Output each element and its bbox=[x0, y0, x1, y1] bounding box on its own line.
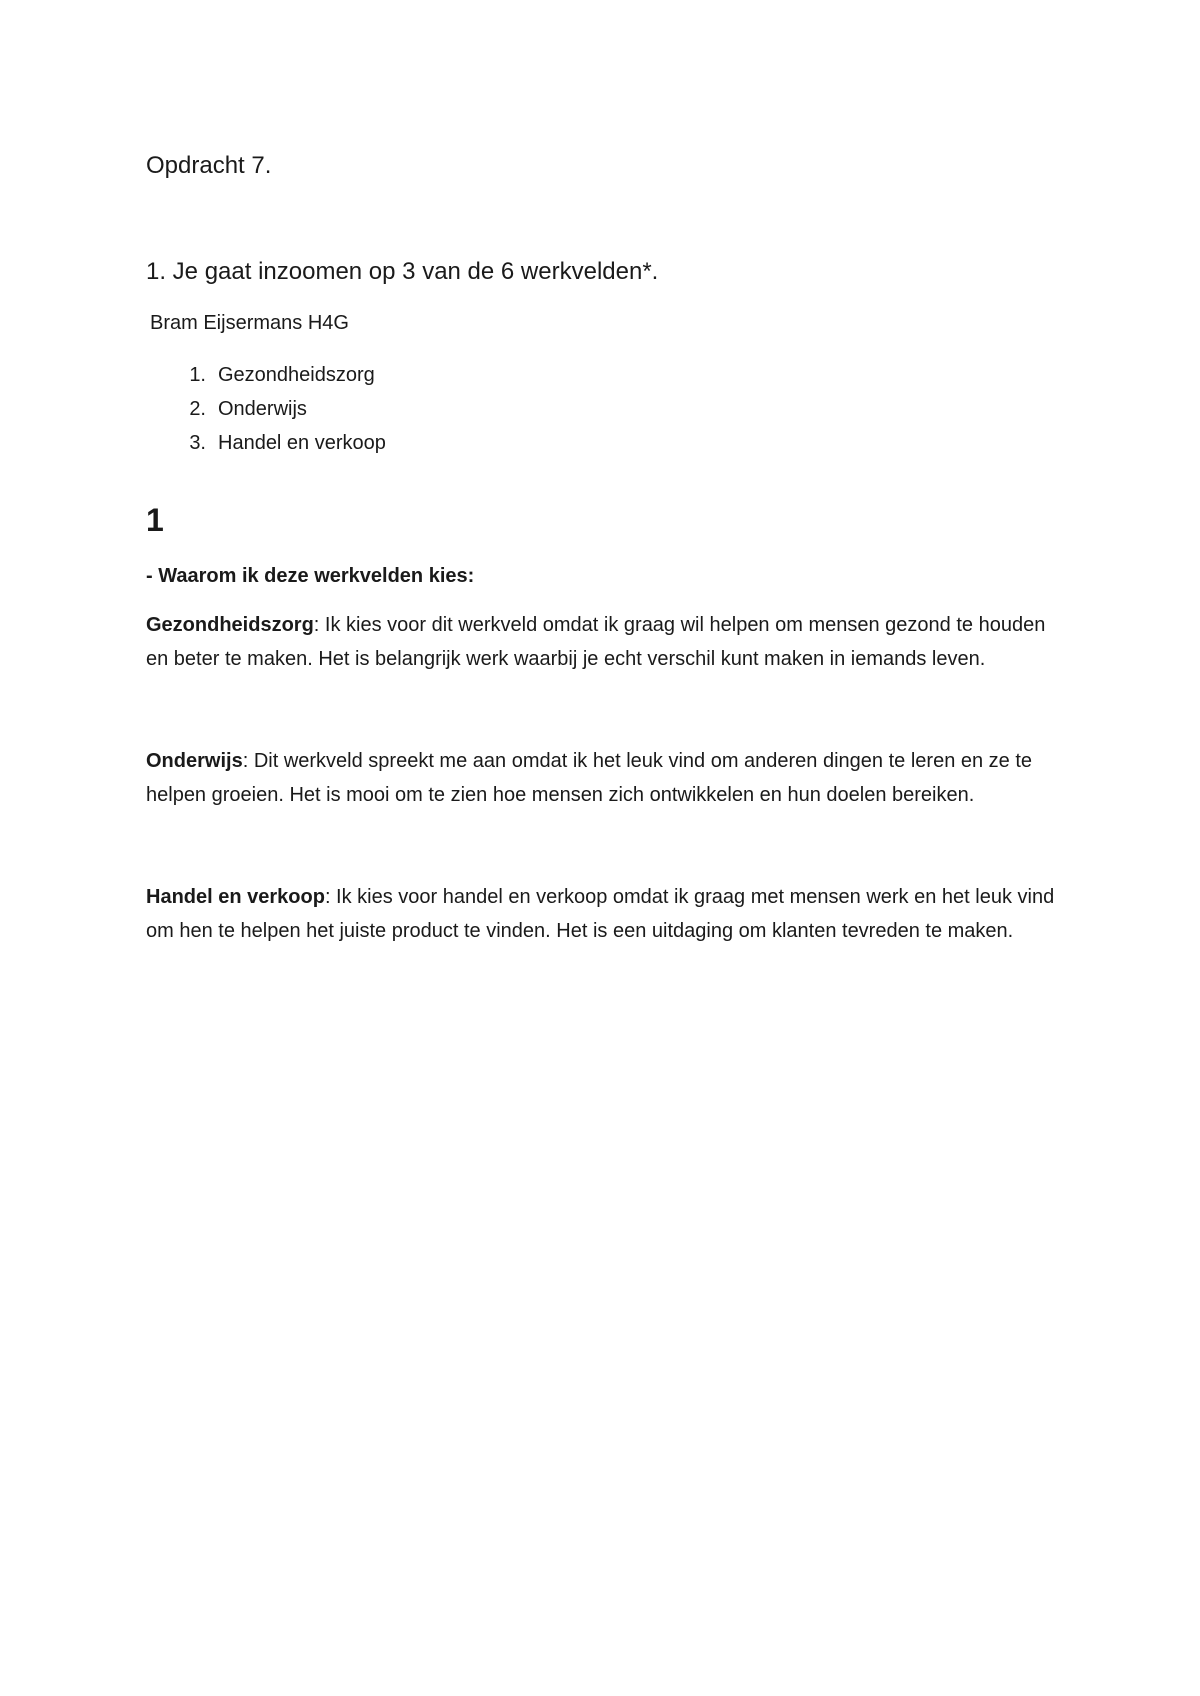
author-name: Bram Eijsermans H4G bbox=[150, 312, 349, 334]
list-item bbox=[146, 358, 1066, 392]
paragraph-text: : Dit werkveld spreekt me aan omdat ik het leuk vind om anderen dingen te leren en ze te helpen groeien. Het is mooi om te zien hoe mensen zich ontwikkelen en hun doelen bereiken. bbox=[146, 750, 1033, 806]
list-item-label: Handel en verkoop bbox=[218, 432, 386, 454]
paragraph-onderwijs bbox=[146, 744, 1066, 812]
section-heading: - Waarom ik deze werkvelden kies: bbox=[146, 565, 475, 587]
document-title: Opdracht 7. bbox=[146, 152, 272, 179]
list-item-label: Gezondheidszorg bbox=[218, 364, 375, 386]
paragraph-handel-en-verkoop bbox=[146, 880, 1066, 948]
paragraph-label: Gezondheidszorg bbox=[146, 614, 314, 636]
paragraph-text: : Ik kies voor handel en verkoop omdat ik graag met mensen werk en het leuk vind om hen te helpen het juiste product te vinden. Het is een uitdaging om klanten tevreden te maken. bbox=[146, 886, 1055, 942]
chosen-fields-list bbox=[146, 358, 1066, 460]
assignment-question: 1. Je gaat inzoomen op 3 van de 6 werkvelden*. bbox=[146, 258, 659, 285]
list-item bbox=[146, 426, 1066, 460]
list-item-label: Onderwijs bbox=[218, 398, 307, 420]
paragraph-label: Handel en verkoop bbox=[146, 886, 325, 908]
section-number: 1 bbox=[146, 502, 164, 538]
paragraph-text: : Ik kies voor dit werkveld omdat ik graag wil helpen om mensen gezond te houden en beter te maken. Het is belangrijk werk waarbij je echt verschil kunt maken in iemands leven. bbox=[146, 614, 1046, 670]
list-item-number: 3. bbox=[189, 432, 206, 454]
list-item-number: 2. bbox=[189, 398, 206, 420]
document-content bbox=[146, 150, 1066, 948]
paragraph-gezondheidszorg bbox=[146, 608, 1066, 676]
list-item-number: 1. bbox=[189, 364, 206, 386]
paragraph-label: Onderwijs bbox=[146, 750, 243, 772]
list-item bbox=[146, 392, 1066, 426]
